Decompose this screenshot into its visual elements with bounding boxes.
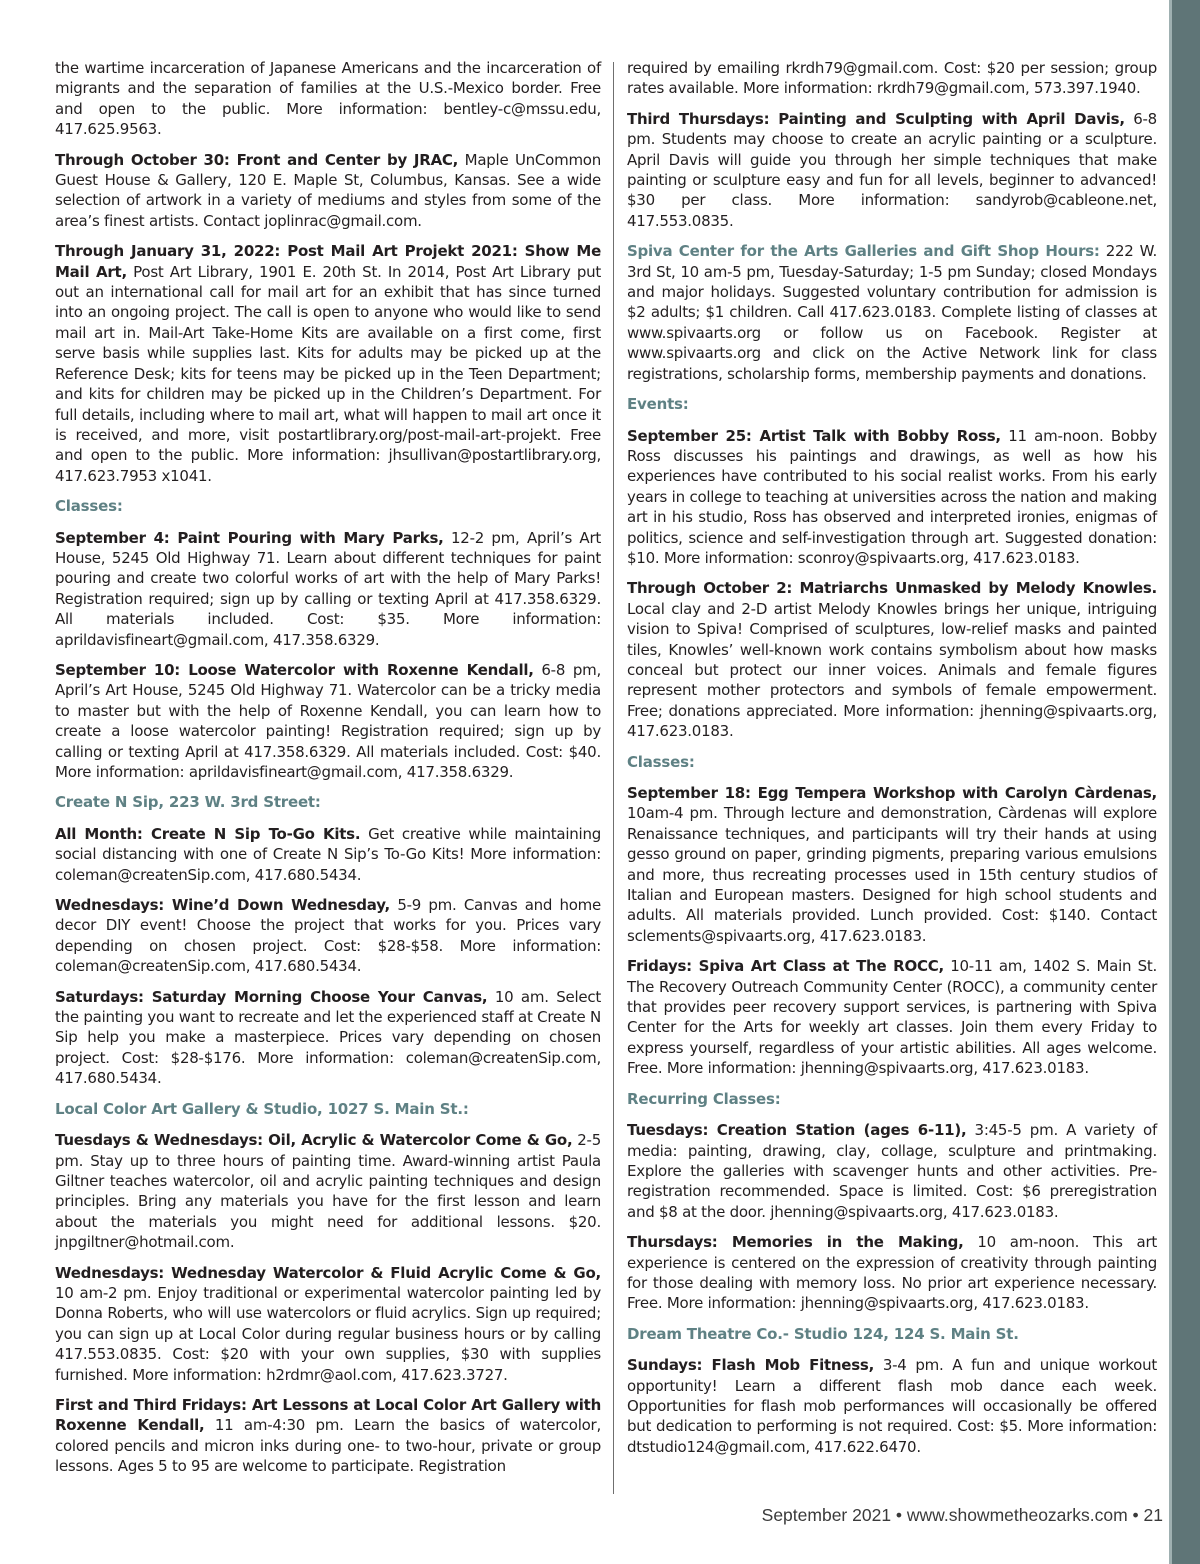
- section-heading: Classes:: [55, 497, 123, 516]
- listing-paragraph: [55, 1395, 601, 1477]
- event-title: September 25: Artist Talk with Bobby Ross,: [627, 426, 1001, 445]
- right-column: [627, 58, 1157, 1467]
- event-title: Fridays: Spiva Art Class at The ROCC,: [627, 957, 944, 976]
- event-details: Maple UnCommon Guest House & Gallery, 120 E. Maple St, Columbus, Kansas. See a wide selection of artwork in a variety of mediums and styles from some of the area’s finest artists. Contact joplinrac@gmail.com.: [55, 150, 601, 230]
- event-title: Third Thursdays: Painting and Sculpting with April Davis,: [627, 109, 1125, 128]
- listing-paragraph: [627, 58, 1157, 99]
- listing-paragraph: [55, 987, 601, 1089]
- event-details: 3-4 pm. A fun and unique workout opportunity! Learn a different flash mob dance each week. Opportunities for flash mob performances will occasionally be offered but dedication to performing is not required. Cost: $5. More information: dtstudio124@gmail.com, 417.622.6470.: [627, 1356, 1157, 1456]
- event-title: September 10: Loose Watercolor with Roxenne Kendall,: [55, 660, 534, 679]
- event-title: Tuesdays: Creation Station (ages 6-11),: [627, 1121, 967, 1140]
- listing-paragraph: [627, 241, 1157, 384]
- event-title: Tuesdays & Wednesdays: Oil, Acrylic & Watercolor Come & Go,: [55, 1131, 573, 1150]
- event-title: Through October 30: Front and Center by JRAC,: [55, 150, 459, 169]
- listing-paragraph: [627, 783, 1157, 946]
- event-details: 10 am-noon. This art experience is centered on the expression of creativity through painting for those dealing with memory loss. No prior art experience necessary. Free. More information: jhenning@spivaarts.org, 417.623.0183.: [627, 1233, 1157, 1313]
- section-heading: Recurring Classes:: [627, 1089, 781, 1108]
- listing-paragraph: [55, 58, 601, 140]
- section-heading: Classes:: [627, 752, 695, 771]
- listing-paragraph: [627, 956, 1157, 1078]
- event-details: 10-11 am, 1402 S. Main St. The Recovery Outreach Community Center (ROCC), a community center that provides peer recovery support services, is partnering with Spiva Center for the Arts for weekly art classes. Join them every Friday to express yourself, regardless of your artistic abilities. All ages welcome. Free. More information: jhenning@spivaarts.org, 417.623.0183.: [627, 957, 1157, 1078]
- event-details: 6-8 pm, April’s Art House, 5245 Old Highway 71. Watercolor can be a tricky media to master but with the help of Roxenne Kendall, you can learn how to create a loose watercolor painting! Registration required; sign up by calling or texting April at 417.358.6329. All materials included. Cost: $40. More information: aprildavisfineart@gmail.com, 417.358.6329.: [55, 660, 601, 781]
- column-divider: [613, 62, 614, 1494]
- section-heading: Create N Sip, 223 W. 3rd Street:: [55, 793, 321, 812]
- event-details: 3:45-5 pm. A variety of media: painting, drawing, clay, collage, sculpture and printmaking. Explore the galleries with scavenger hunts and other activities. Pre-registration recommended. Space is limited. Cost: $6 preregistration and $8 at the door. jhenning@spivaarts.org, 417.623.0183.: [627, 1121, 1157, 1221]
- event-details: 2-5 pm. Stay up to three hours of painting time. Award-winning artist Paula Giltner teaches watercolor, oil and acrylic painting techniques and design principles. Bring any materials you have for the first lesson and learn about the materials you might need for additional lessons. $20. jnpgiltner@hotmail.com.: [55, 1131, 601, 1252]
- event-title: Sundays: Flash Mob Fitness,: [627, 1356, 875, 1375]
- event-details: Get creative while maintaining social distancing with one of Create N Sip’s To-Go Kits! More information: coleman@createnSip.com, 417.680.5434.: [55, 824, 601, 884]
- listing-paragraph: [627, 1120, 1157, 1222]
- listing-paragraph: [55, 150, 601, 232]
- event-details: 6-8 pm. Students may choose to create an acrylic painting or a sculpture. April Davis will guide you through her simple techniques that make painting or sculpture easy and fun for all levels, beginner to advanced! $30 per class. More information: sandyrob@cableone.net, 417.553.0835.: [627, 109, 1157, 230]
- event-title: All Month: Create N Sip To-Go Kits.: [55, 824, 361, 843]
- listing-paragraph: [55, 1130, 601, 1252]
- listing-paragraph: [55, 1263, 601, 1385]
- event-title: Through October 2: Matriarchs Unmasked by Melody Knowles.: [627, 579, 1157, 598]
- listing-paragraph: [627, 109, 1157, 231]
- event-details: Post Art Library, 1901 E. 20th St. In 2014, Post Art Library put out an international call for mail art for an exhibit that has since turned into an ongoing project. The call is open to anyone who would like to send mail art in. Mail-Art Take-Home Kits are available on a first come, first serve basis while supplies last. Kits for adults may be picked up at the Reference Desk; kits for teens may be picked up in the Teen Department; and kits for children may be picked up in the Children’s Department. For full details, including where to mail art, what will happen to mail art once it is received, and more, visit postartlibrary.org/post-mail-art-projekt. Free and open to the public. More information: jhsullivan@postartlibrary.org, 417.623.7953 x1041.: [55, 262, 601, 485]
- event-details: 11 am-4:30 pm. Learn the basics of watercolor, colored pencils and micron inks during one- to two-hour, private or group lessons. Ages 5 to 95 are welcome to participate. Registration: [55, 1416, 601, 1476]
- section-heading: Dream Theatre Co.- Studio 124, 124 S. Main St.: [627, 1324, 1019, 1343]
- section-heading: Events:: [627, 395, 689, 414]
- event-details: required by emailing rkrdh79@gmail.com. Cost: $20 per session; group rates available. More information: rkrdh79@gmail.com, 573.397.1940.: [627, 59, 1157, 98]
- event-title: Wednesdays: Wine’d Down Wednesday,: [55, 896, 391, 915]
- event-details: 10 am-2 pm. Enjoy traditional or experimental watercolor painting led by Donna Roberts, who will use watercolors or fluid acrylics. Sign up required; you can sign up at Local Color during regular business hours or by calling 417.553.0835. Cost: $20 with your own supplies, $30 with supplies furnished. More information: h2rdmr@aol.com, 417.623.3727.: [55, 1283, 601, 1384]
- listing-paragraph: [55, 241, 601, 486]
- listing-paragraph: [55, 660, 601, 782]
- listing-paragraph: [627, 426, 1157, 569]
- listing-paragraph: [55, 528, 601, 650]
- event-details: 222 W. 3rd St, 10 am-5 pm, Tuesday-Saturday; 1-5 pm Sunday; closed Mondays and major holidays. Suggested voluntary contribution for admission is $2 adults; $1 children. Call 417.623.0183. Complete listing of classes at www.spivaarts.org or follow us on Facebook. Register at www.spivaarts.org and click on the Active Network link for class registrations, scholarship forms, membership payments and donations.: [627, 242, 1157, 383]
- listing-paragraph: [627, 1355, 1157, 1457]
- event-details: 11 am-noon. Bobby Ross discusses his paintings and drawings, as well as how his experiences have contributed to his social realist works. From his early years in college to teaching at universities across the nation and making art in his studio, Ross has observed and interpreted ironies, enigmas of politics, science and self-investigation through art. Suggested donation: $10. More information: sconroy@spivaarts.org, 417.623.0183.: [627, 426, 1157, 567]
- event-details: 10 am. Select the painting you want to recreate and let the experienced staff at Create N Sip help you make a masterpiece. Prices vary depending on chosen project. Cost: $28-$176. More information: coleman@createnSip.com, 417.680.5434.: [55, 987, 601, 1088]
- event-details: Local clay and 2-D artist Melody Knowles brings her unique, intriguing vision to Spiva! Comprised of sculptures, low-relief masks and painted tiles, Knowles’ well-known work contains symbolism about how masks conceal but protect our inner voices. Animals and female figures represent mother protectors and symbols of female empowerment. Free; donations appreciated. More information: jhenning@spivaarts.org, 417.623.0183.: [627, 599, 1157, 741]
- event-details: 10am-4 pm. Through lecture and demonstration, Càrdenas will explore Renaissance techniques, and participants will try their hands at using gesso ground on paper, grinding pigments, preparing various emulsions and more, thus recreating processes used in 15th century studios of Italian and European masters. Designed for high school students and adults. All materials provided. Lunch provided. Cost: $140. Contact sclements@spivaarts.org, 417.623.0183.: [627, 804, 1157, 945]
- event-details: the wartime incarceration of Japanese Americans and the incarceration of migrants and the separation of families at the U.S.-Mexico border. Free and open to the public. More information: bentley-c@mssu.edu, 417.625.9563.: [55, 59, 601, 139]
- listing-paragraph: [627, 1232, 1157, 1314]
- section-heading: Local Color Art Gallery & Studio, 1027 S. Main St.:: [55, 1099, 469, 1118]
- event-title: September 4: Paint Pouring with Mary Parks,: [55, 528, 444, 547]
- event-title: September 18: Egg Tempera Workshop with Carolyn Càrdenas,: [627, 784, 1157, 802]
- event-title: Thursdays: Memories in the Making,: [627, 1233, 964, 1252]
- page-footer: September 2021 • www.showmetheozarks.com • 21: [761, 1505, 1163, 1525]
- event-title: Saturdays: Saturday Morning Choose Your Canvas,: [55, 987, 488, 1006]
- listing-paragraph: [627, 578, 1157, 741]
- listing-paragraph: [55, 895, 601, 977]
- event-title: First and Third Fridays: Art Lessons at Local Color Art Gallery with Roxenne Kendall,: [55, 1395, 601, 1435]
- left-column: [55, 58, 601, 1487]
- listing-paragraph: [55, 824, 601, 885]
- event-details: 12-2 pm, April’s Art House, 5245 Old Highway 71. Learn about different techniques for paint pouring and create two colorful works of art with the help of Mary Parks! Registration required; sign up by calling or texting April at 417.358.6329. All materials included. Cost: $35. More information: aprildavisfineart@gmail.com, 417.358.6329.: [55, 528, 601, 649]
- event-title: Through January 31, 2022: Post Mail Art Projekt 2021: Show Me Mail Art,: [55, 242, 601, 281]
- page-edge-bar: [1172, 0, 1200, 1564]
- venue-heading: Spiva Center for the Arts Galleries and Gift Shop Hours:: [627, 242, 1100, 261]
- event-title: Wednesdays: Wednesday Watercolor & Fluid Acrylic Come & Go,: [55, 1263, 601, 1282]
- event-details: 5-9 pm. Canvas and home decor DIY event! Choose the project that works for you. Prices vary depending on chosen project. Cost: $28-$58. More information: coleman@createnSip.com, 417.680.5434.: [55, 896, 601, 976]
